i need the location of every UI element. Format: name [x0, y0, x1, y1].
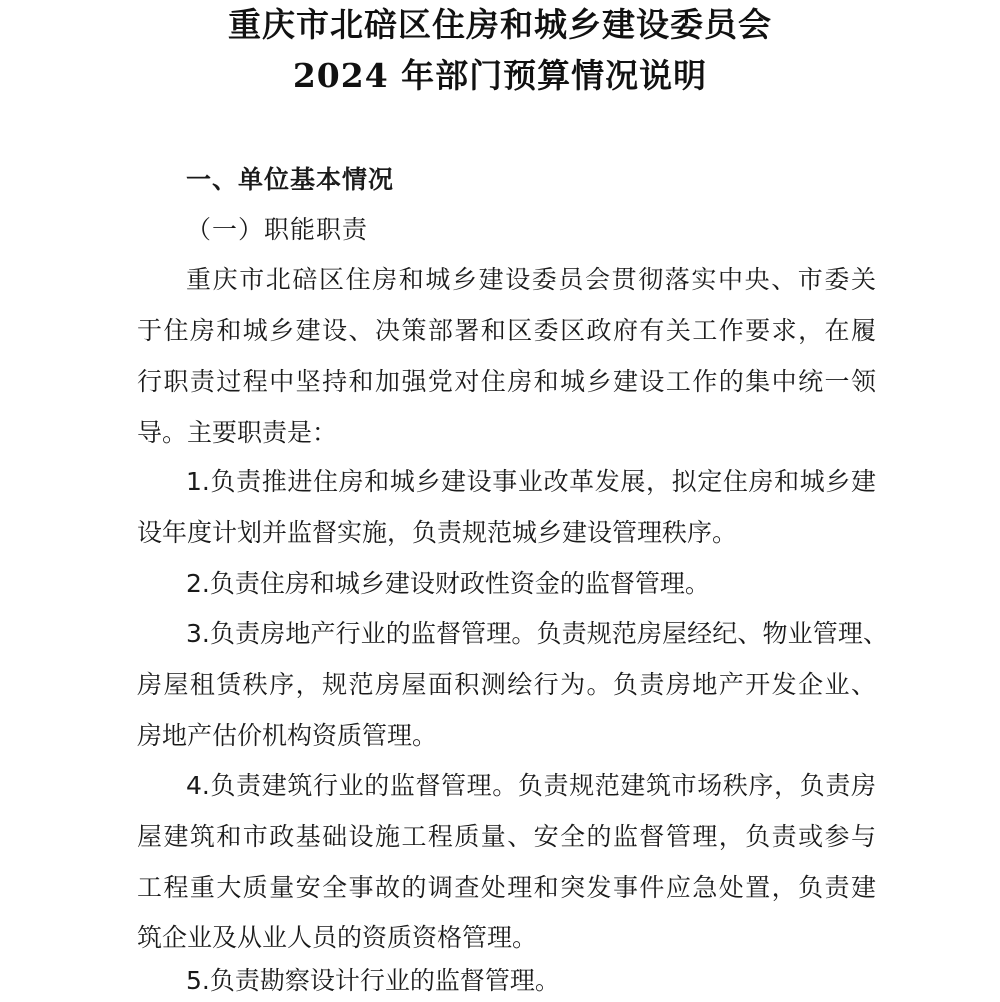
duty-item-line: 3.负责房地产行业的监督管理。负责规范房屋经纪、物业管理、	[186, 619, 888, 648]
section-heading: 一、单位基本情况	[186, 165, 395, 194]
document-title-line-2: 2024 年部门预算情况说明	[292, 56, 708, 95]
duty-item-line: 4.负责建筑行业的监督管理。负责规范建筑市场秩序，负责房	[186, 771, 876, 800]
duty-item-line: 房地产估价机构资质管理。	[137, 721, 438, 750]
duty-item-line: 屋建筑和市政基础设施工程质量、安全的监督管理，负责或参与	[137, 822, 876, 851]
duty-item-line: 5.负责勘察设计行业的监督管理。	[186, 966, 560, 995]
intro-line: 于住房和城乡建设、决策部署和区委区政府有关工作要求，在履	[137, 316, 876, 345]
duty-item-line: 设年度计划并监督实施，负责规范城乡建设管理秩序。	[137, 518, 738, 547]
intro-line: 重庆市北碚区住房和城乡建设委员会贯彻落实中央、市委关	[186, 265, 876, 294]
duty-item-line: 筑企业及从业人员的资质资格管理。	[137, 923, 538, 952]
duty-item-line: 1.负责推进住房和城乡建设事业改革发展，拟定住房和城乡建	[186, 467, 876, 496]
document-title-line-1: 重庆市北碚区住房和城乡建设委员会	[228, 5, 772, 44]
duty-item-line: 房屋租赁秩序，规范房屋面积测绘行为。负责房地产开发企业、	[137, 670, 876, 699]
intro-line: 行职责过程中坚持和加强党对住房和城乡建设工作的集中统一领	[137, 367, 876, 396]
duty-item-line: 工程重大质量安全事故的调查处理和突发事件应急处置，负责建	[137, 873, 876, 902]
subsection-heading: （一）职能职责	[186, 215, 369, 244]
intro-line: 导。主要职责是：	[137, 418, 338, 447]
duty-item-line: 2.负责住房和城乡建设财政性资金的监督管理。	[186, 569, 710, 598]
